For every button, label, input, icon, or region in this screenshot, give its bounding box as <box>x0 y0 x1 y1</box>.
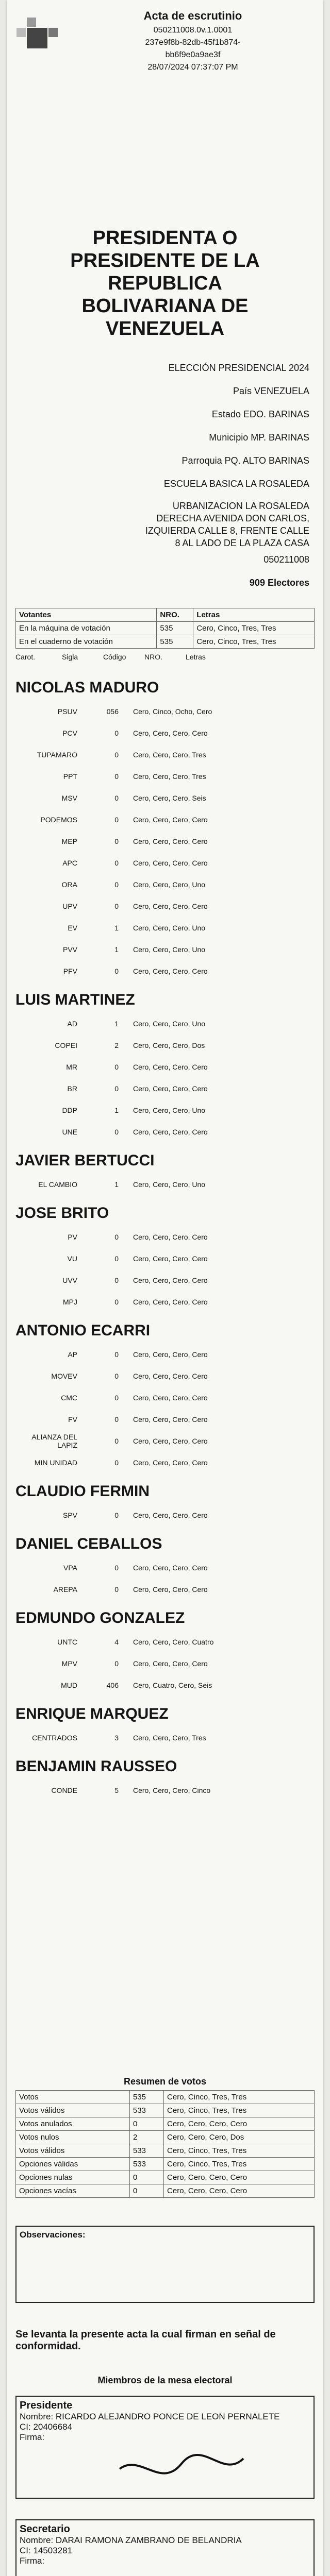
member-ci: CI: 20406684 <box>20 2422 73 2432</box>
party-row <box>15 1174 315 1195</box>
party-letters: Cero, Cinco, Ocho, Cero <box>133 707 212 716</box>
party-letters: Cero, Cero, Cero, Tres <box>133 1734 206 1742</box>
table-row: Votos anulados 0 Cero, Cero, Cero, Cero <box>16 2117 315 2131</box>
party-letters: Cero, Cero, Cero, Cero <box>133 729 208 737</box>
party-row <box>15 1557 315 1579</box>
parroquia: Parroquia PQ. ALTO BARINAS <box>182 455 309 466</box>
party-letters: Cero, Cero, Cero, Cero <box>133 1233 208 1241</box>
party-votes: 0 <box>114 1564 119 1572</box>
columns-header: Carot. Sigla Código NRO. Letras <box>15 653 206 661</box>
heading-line-5: VENEZUELA <box>105 318 225 340</box>
table-row: Votos 535 Cero, Cinco, Tres, Tres <box>16 2091 315 2104</box>
party-row <box>15 1727 315 1749</box>
acta-receipt <box>7 0 323 2576</box>
candidate-name: LUIS MARTINEZ <box>15 991 135 1008</box>
votantes-header <box>16 608 315 622</box>
party-votes: 0 <box>114 1459 119 1467</box>
party-letters: Cero, Cero, Cero, Cero <box>133 967 208 975</box>
party-letters: Cero, Cero, Cero, Cero <box>133 1298 208 1306</box>
party-letters: Cero, Cero, Cero, Cinco <box>133 1786 211 1794</box>
party-row <box>15 831 315 852</box>
party-letters: Cero, Cero, Cero, Cero <box>133 1394 208 1402</box>
acta-hash-1: 237e9f8b-82db-45f1b874- <box>145 38 241 47</box>
party-sigla: UVV <box>62 1276 77 1284</box>
party-sigla: VU <box>67 1255 77 1263</box>
party-row <box>15 722 315 744</box>
party-votes: 3 <box>114 1734 119 1742</box>
candidate-list <box>15 670 315 1801</box>
election-name: ELECCIÓN PRESIDENCIAL 2024 <box>168 363 309 373</box>
party-letters: Cero, Cero, Cero, Cero <box>133 1255 208 1263</box>
party-letters: Cero, Cero, Cero, Cero <box>133 1350 208 1359</box>
party-letters: Cero, Cero, Cero, Cero <box>133 1564 208 1572</box>
address-line-1: URBANIZACION LA ROSALEDA <box>172 501 309 511</box>
party-votes: 0 <box>114 1659 119 1668</box>
table-row: Opciones nulas 0 Cero, Cero, Cero, Cero <box>16 2171 315 2184</box>
main-heading <box>7 227 323 340</box>
party-letters: Cero, Cero, Cero, Tres <box>133 751 206 759</box>
party-letters: Cero, Cero, Cero, Tres <box>133 772 206 781</box>
party-row <box>15 1452 315 1473</box>
party-votes: 1 <box>114 1106 119 1114</box>
table-row: Votos válidos 533 Cero, Cinco, Tres, Tres <box>16 2104 315 2117</box>
member-firma: Firma: <box>20 2432 45 2442</box>
party-sigla: UPV <box>62 902 77 910</box>
party-sigla: ALIANZA DEL LAPIZ <box>31 1433 77 1449</box>
table-row: Votos válidos 533 Cero, Cinco, Tres, Tres <box>16 2144 315 2158</box>
party-row <box>15 1099 315 1121</box>
party-votes: 0 <box>114 837 119 845</box>
party-sigla: AREPA <box>53 1585 77 1594</box>
party-letters: Cero, Cero, Cero, Cero <box>133 1063 208 1071</box>
party-sigla: MUD <box>61 1681 77 1689</box>
party-sigla: MIN UNIDAD <box>34 1459 77 1467</box>
party-letters: Cero, Cero, Cero, Cero <box>133 1659 208 1668</box>
party-votes: 1 <box>114 945 119 954</box>
acta-title: Acta de escrutinio <box>143 9 242 22</box>
votantes-section <box>15 608 315 661</box>
acta-info <box>85 5 301 72</box>
party-sigla: AD <box>67 1020 77 1028</box>
party-row <box>15 917 315 939</box>
votantes-table <box>15 608 315 649</box>
candidate-name: JAVIER BERTUCCI <box>15 1152 155 1169</box>
party-sigla: EV <box>68 924 77 932</box>
party-votes: 0 <box>114 1255 119 1263</box>
party-letters: Cero, Cero, Cero, Uno <box>133 924 206 932</box>
party-votes: 0 <box>114 1276 119 1284</box>
party-row <box>15 1248 315 1269</box>
party-row <box>15 1226 315 1248</box>
party-letters: Cero, Cero, Cero, Cero <box>133 1437 208 1445</box>
party-letters: Cero, Cero, Cero, Cero <box>133 1511 208 1519</box>
party-sigla: CENTRADOS <box>32 1734 77 1742</box>
party-votes: 1 <box>114 1020 119 1028</box>
party-sigla: CMC <box>61 1394 77 1402</box>
member-name: Nombre: RICARDO ALEJANDRO PONCE DE LEON PERNALETE <box>20 2412 280 2421</box>
party-votes: 0 <box>114 1128 119 1136</box>
party-votes: 0 <box>114 1585 119 1594</box>
candidate-name: ANTONIO ECARRI <box>15 1322 151 1339</box>
party-votes: 0 <box>114 816 119 824</box>
party-votes: 0 <box>114 880 119 889</box>
electores: 909 Electores <box>249 578 309 588</box>
centro-code: 050211008 <box>263 554 309 565</box>
party-votes: 0 <box>114 1372 119 1380</box>
resumen-title: Resumen de votos <box>123 2076 207 2087</box>
heading-line-1: PRESIDENTA O <box>92 227 238 249</box>
party-letters: Cero, Cero, Cero, Uno <box>133 1180 206 1189</box>
party-sigla: PSUV <box>57 707 77 716</box>
party-sigla: UNE <box>62 1128 77 1136</box>
party-row <box>15 1387 315 1409</box>
party-row <box>15 1344 315 1365</box>
party-row <box>15 1653 315 1674</box>
party-sigla: SPV <box>62 1511 77 1519</box>
party-votes: 0 <box>114 1233 119 1241</box>
party-row <box>15 1631 315 1653</box>
party-row <box>15 1409 315 1430</box>
party-letters: Cero, Cero, Cero, Cero <box>133 1415 208 1423</box>
address-line-4: 8 AL LADO DE LA PLAZA CASA <box>175 538 309 548</box>
party-row <box>15 744 315 766</box>
party-votes: 0 <box>114 1511 119 1519</box>
acta-hash-2: bb6f9e0a9ae3f <box>165 50 221 59</box>
member-role: Presidente <box>20 2400 73 2411</box>
header <box>7 5 323 113</box>
party-votes: 0 <box>114 1063 119 1071</box>
party-sigla: MEP <box>61 837 77 845</box>
party-votes: 0 <box>114 1394 119 1402</box>
member-ci: CI: 14503281 <box>20 2546 73 2555</box>
party-row <box>15 1035 315 1056</box>
party-sigla: EL CAMBIO <box>38 1180 77 1189</box>
party-votes: 0 <box>114 902 119 910</box>
col-votantes: Votantes <box>16 608 157 622</box>
party-sigla: BR <box>67 1084 77 1093</box>
party-row <box>15 701 315 722</box>
address-line-2: DERECHA AVENIDA DON CARLOS, <box>156 513 309 523</box>
party-sigla: UNTC <box>57 1638 77 1646</box>
heading-line-4: BOLIVARIANA DE <box>81 295 249 317</box>
party-sigla: PVV <box>62 945 77 954</box>
party-letters: Cero, Cero, Cero, Seis <box>133 794 206 802</box>
party-row <box>15 1269 315 1291</box>
party-letters: Cero, Cuatro, Cero, Seis <box>133 1681 212 1689</box>
party-sigla: MPJ <box>63 1298 77 1306</box>
party-row <box>15 1078 315 1099</box>
party-letters: Cero, Cero, Cero, Dos <box>133 1041 205 1049</box>
party-votes: 0 <box>114 1437 119 1445</box>
table-row: Opciones vacías 0 Cero, Cero, Cero, Cero <box>16 2184 315 2198</box>
signature-icon <box>99 2572 264 2576</box>
party-letters: Cero, Cero, Cero, Cero <box>133 837 208 845</box>
party-sigla: AP <box>68 1350 77 1359</box>
school: ESCUELA BASICA LA ROSALEDA <box>163 479 309 489</box>
party-sigla: COPEI <box>55 1041 77 1049</box>
party-votes: 4 <box>114 1638 119 1646</box>
observaciones-label: Observaciones: <box>20 2230 86 2240</box>
party-votes: 056 <box>106 707 119 716</box>
party-sigla: DDP <box>62 1106 77 1114</box>
acta-code: 050211008.0v.1.0001 <box>153 26 233 35</box>
party-row <box>15 895 315 917</box>
party-letters: Cero, Cero, Cero, Cero <box>133 816 208 824</box>
party-sigla: PODEMOS <box>40 816 77 824</box>
party-letters: Cero, Cero, Cero, Cero <box>133 1459 208 1467</box>
party-row <box>15 874 315 895</box>
party-votes: 0 <box>114 794 119 802</box>
election-info <box>72 361 309 599</box>
party-votes: 0 <box>114 1350 119 1359</box>
party-votes: 0 <box>114 1298 119 1306</box>
party-row <box>15 1121 315 1143</box>
resumen-section <box>15 2076 315 2198</box>
country: País VENEZUELA <box>233 386 309 396</box>
party-row <box>15 766 315 787</box>
table-row: Opciones válidas 533 Cero, Cinco, Tres, Tres <box>16 2158 315 2171</box>
party-letters: Cero, Cero, Cero, Cero <box>133 1585 208 1594</box>
party-row <box>15 852 315 874</box>
party-votes: 0 <box>114 967 119 975</box>
party-votes: 5 <box>114 1786 119 1794</box>
party-sigla: ORA <box>61 880 77 889</box>
candidate-name: ENRIQUE MARQUEZ <box>15 1705 169 1722</box>
resumen-table <box>15 2090 315 2198</box>
party-row <box>15 809 315 831</box>
candidate-name: CLAUDIO FERMIN <box>15 1483 150 1500</box>
party-sigla: PFV <box>63 967 77 975</box>
party-row <box>15 1365 315 1387</box>
col-letras: Letras <box>193 608 315 622</box>
party-sigla: PCV <box>62 729 77 737</box>
signature-icon <box>99 2448 264 2495</box>
member-box <box>15 2519 315 2576</box>
heading-line-2: PRESIDENTE DE LA <box>70 250 260 272</box>
member-firma: Firma: <box>20 2556 45 2566</box>
party-sigla: MPV <box>61 1659 77 1668</box>
table-row: En el cuaderno de votación 535 Cero, Cinco, Tres, Tres <box>16 635 315 649</box>
party-letters: Cero, Cero, Cero, Cero <box>133 1276 208 1284</box>
candidate-name: EDMUNDO GONZALEZ <box>15 1609 185 1626</box>
party-letters: Cero, Cero, Cero, Cero <box>133 902 208 910</box>
party-sigla: CONDE <box>51 1786 77 1794</box>
party-row <box>15 1056 315 1078</box>
party-votes: 1 <box>114 924 119 932</box>
party-letters: Cero, Cero, Cero, Cero <box>133 1084 208 1093</box>
party-votes: 0 <box>114 859 119 867</box>
cne-logo-icon <box>16 18 60 61</box>
party-letters: Cero, Cero, Cero, Cuatro <box>133 1638 214 1646</box>
heading-line-3: REPUBLICA <box>108 273 222 294</box>
candidate-name: NICOLAS MADURO <box>15 679 159 696</box>
party-letters: Cero, Cero, Cero, Uno <box>133 1106 206 1114</box>
party-votes: 1 <box>114 1180 119 1189</box>
party-row <box>15 939 315 960</box>
party-row <box>15 1291 315 1313</box>
party-letters: Cero, Cero, Cero, Cero <box>133 1128 208 1136</box>
party-votes: 0 <box>114 729 119 737</box>
party-sigla: FV <box>68 1415 77 1423</box>
municipio: Municipio MP. BARINAS <box>209 432 309 443</box>
party-letters: Cero, Cero, Cero, Cero <box>133 859 208 867</box>
party-row <box>15 1504 315 1526</box>
party-letters: Cero, Cero, Cero, Uno <box>133 1020 206 1028</box>
col-nro: NRO. <box>157 608 193 622</box>
party-row <box>15 1674 315 1696</box>
members-title: Miembros de la mesa electoral <box>97 2375 233 2385</box>
party-votes: 406 <box>106 1681 119 1689</box>
candidate-name: JOSE BRITO <box>15 1205 109 1222</box>
party-letters: Cero, Cero, Cero, Cero <box>133 1372 208 1380</box>
party-sigla: VPA <box>63 1564 77 1572</box>
party-votes: 0 <box>114 772 119 781</box>
member-box <box>15 2396 315 2499</box>
party-sigla: TUPAMARO <box>37 751 77 759</box>
party-row <box>15 960 315 982</box>
candidate-name: DANIEL CEBALLOS <box>15 1535 162 1552</box>
party-sigla: PV <box>68 1233 77 1241</box>
party-row <box>15 1579 315 1600</box>
observaciones-box <box>15 2226 315 2303</box>
address-line-3: IZQUIERDA CALLE 8, FRENTE CALLE <box>145 526 309 536</box>
acta-date: 28/07/2024 07:37:07 PM <box>147 63 238 72</box>
member-name: Nombre: DARAI RAMONA ZAMBRANO DE BELANDRIA <box>20 2535 242 2545</box>
party-votes: 0 <box>114 1084 119 1093</box>
members-list <box>15 2396 315 2576</box>
party-letters: Cero, Cero, Cero, Uno <box>133 880 206 889</box>
party-votes: 2 <box>114 1041 119 1049</box>
party-row <box>15 1013 315 1035</box>
member-role: Secretario <box>20 2523 70 2535</box>
party-sigla: MR <box>66 1063 77 1071</box>
party-row <box>15 787 315 809</box>
party-sigla: MSV <box>61 794 77 802</box>
table-row: En la máquina de votación 535 Cero, Cinco, Tres, Tres <box>16 622 315 635</box>
party-sigla: PPT <box>63 772 77 781</box>
party-votes: 0 <box>114 751 119 759</box>
table-row: Votos nulos 2 Cero, Cero, Cero, Dos <box>16 2131 315 2144</box>
party-row <box>15 1780 315 1801</box>
party-sigla: APC <box>62 859 77 867</box>
party-row <box>15 1430 315 1452</box>
candidate-name: BENJAMIN RAUSSEO <box>15 1758 177 1775</box>
closing-text: Se levanta la presente acta la cual firman en señal de conformidad. <box>15 2329 276 2352</box>
state: Estado EDO. BARINAS <box>211 409 309 419</box>
party-letters: Cero, Cero, Cero, Uno <box>133 945 206 954</box>
party-votes: 0 <box>114 1415 119 1423</box>
party-sigla: MOVEV <box>51 1372 77 1380</box>
